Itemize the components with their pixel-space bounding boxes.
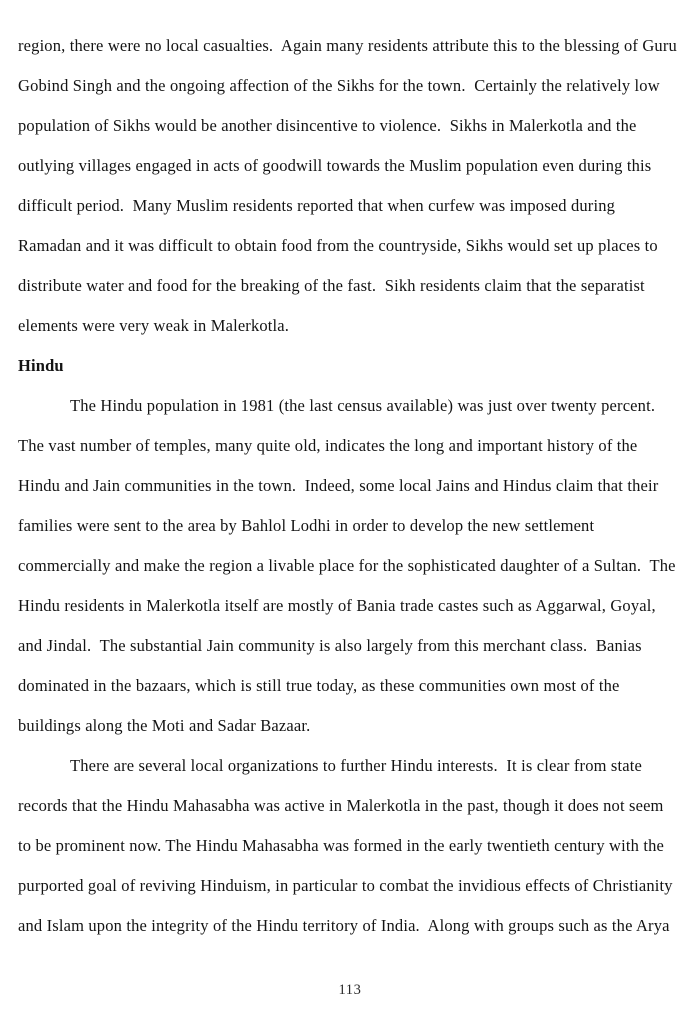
text-line: Hindu residents in Malerkotla itself are mostly of Bania trade castes such as Aggarwal, Goyal, xyxy=(18,596,656,615)
page-number: 113 xyxy=(338,982,362,998)
section-heading: Hindu xyxy=(18,356,64,375)
text-line: dominated in the bazaars, which is still true today, as these communities own most of the xyxy=(18,676,620,695)
text-line: and Jindal. The substantial Jain community is also largely from this merchant class. Banias xyxy=(18,636,642,655)
text-line: records that the Hindu Mahasabha was active in Malerkotla in the past, though it does not seem xyxy=(18,796,664,815)
text-line: The vast number of temples, many quite old, indicates the long and important history of the xyxy=(18,436,638,455)
text-line: Gobind Singh and the ongoing affection of the Sikhs for the town. Certainly the relatively low xyxy=(18,76,660,95)
text-line: population of Sikhs would be another disincentive to violence. Sikhs in Malerkotla and the xyxy=(18,116,637,135)
text-line: Ramadan and it was difficult to obtain food from the countryside, Sikhs would set up places to xyxy=(18,236,658,255)
text-line: families were sent to the area by Bahlol Lodhi in order to develop the new settlement xyxy=(18,516,595,535)
text-line: outlying villages engaged in acts of goodwill towards the Muslim population even during this xyxy=(18,156,652,175)
text-line: Hindu and Jain communities in the town. Indeed, some local Jains and Hindus claim that their xyxy=(18,476,659,495)
text-line: region, there were no local casualties. Again many residents attribute this to the blessing of Guru xyxy=(18,36,677,55)
text-line: elements were very weak in Malerkotla. xyxy=(18,316,290,335)
text-line: buildings along the Moti and Sadar Bazaar. xyxy=(18,716,311,735)
page-body-text xyxy=(18,26,690,946)
text-line: The Hindu population in 1981 (the last census available) was just over twenty percent. xyxy=(70,396,656,415)
text-line: to be prominent now. The Hindu Mahasabha was formed in the early twentieth century with the xyxy=(18,836,664,855)
text-line: difficult period. Many Muslim residents reported that when curfew was imposed during xyxy=(18,196,616,215)
text-line: commercially and make the region a livable place for the sophisticated daughter of a Sultan. The xyxy=(18,556,676,575)
text-line: There are several local organizations to further Hindu interests. It is clear from state xyxy=(70,756,642,775)
text-line: distribute water and food for the breaking of the fast. Sikh residents claim that the separatist xyxy=(18,276,645,295)
text-line: and Islam upon the integrity of the Hindu territory of India. Along with groups such as the Arya xyxy=(18,916,670,935)
text-line: purported goal of reviving Hinduism, in particular to combat the invidious effects of Christianity xyxy=(18,876,673,895)
